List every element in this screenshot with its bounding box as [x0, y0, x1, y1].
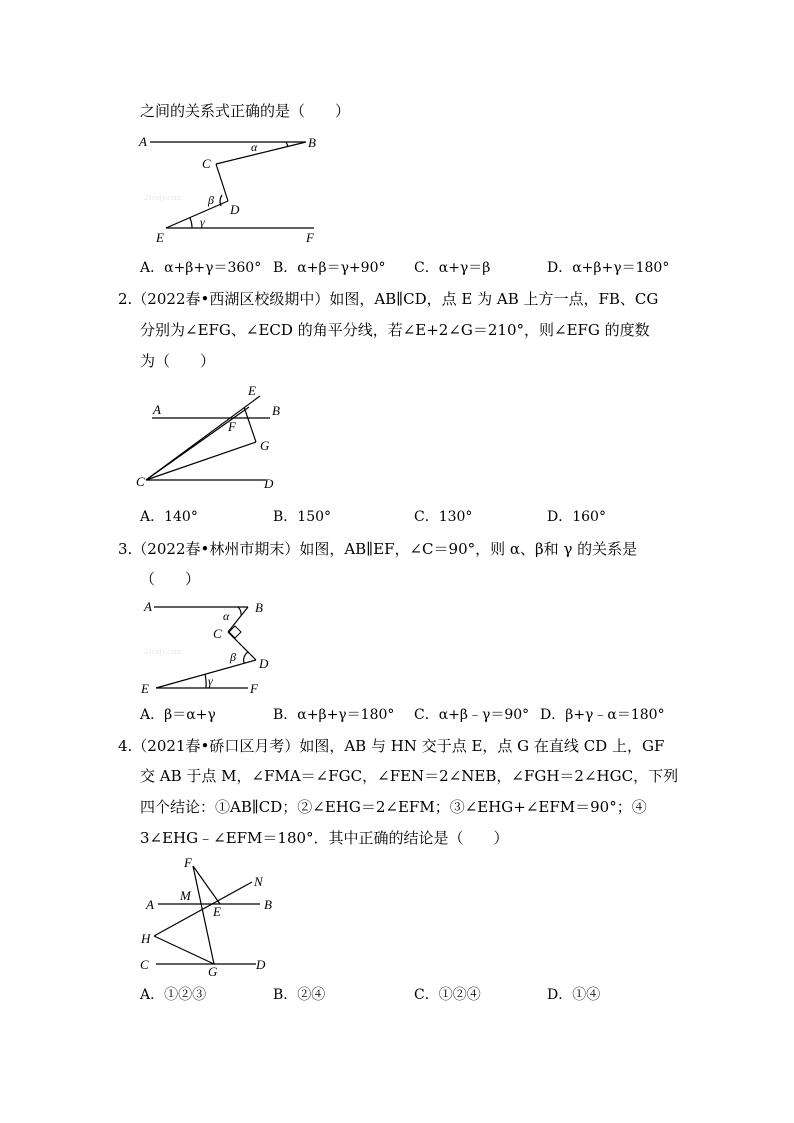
q4-label-b: B [264, 897, 272, 912]
q4-option-d[interactable]: D．①④ [547, 987, 601, 1003]
q2-option-d[interactable]: D．160° [547, 509, 606, 525]
q1-figure [136, 132, 336, 245]
q3-label-d: D [259, 656, 269, 671]
q4-label-a: A [146, 897, 154, 912]
q2-option-b[interactable]: B．150° [273, 509, 332, 525]
q4-label-h: H [141, 931, 151, 946]
q1-label-d: D [230, 202, 240, 217]
q1-label-a: A [139, 134, 147, 149]
q4-label-f: F [184, 855, 192, 870]
q4-stem-line4: 3∠EHG﹣∠EFM＝180°．其中正确的结论是（ ） [140, 829, 509, 847]
q2-label-b: B [272, 403, 280, 418]
q2-label-f: F [228, 419, 236, 434]
q3-stem-line2: （ ） [140, 570, 201, 588]
q3-option-d[interactable]: D．β+γ﹣α＝180° [540, 707, 665, 723]
q3-figure [138, 596, 288, 696]
q3-stem-line1: 3.（2022春•林州市期末）如图，AB∥EF，∠C＝90°，则 α、β和 γ 的关系是 [118, 540, 638, 558]
q2-figure [134, 382, 294, 492]
q2-option-a[interactable]: A．140° [140, 509, 198, 525]
q4-stem-line2: 交 AB 于点 M，∠FMA＝∠FGC，∠FEN＝2∠NEB，∠FGH＝2∠HGC，下列 [140, 767, 679, 785]
q2-label-e: E [248, 383, 256, 398]
q2-stem-line1: 2.（2022春•西湖区校级期中）如图，AB∥CD，点 E 为 AB 上方一点，FB、CG [118, 290, 659, 308]
q3-label-a: A [144, 599, 152, 614]
q2-stem-line2: 分别为∠EFG、∠ECD 的角平分线，若∠E+2∠G＝210°，则∠EFG 的度数 [140, 321, 650, 339]
q4-figure [138, 852, 288, 977]
q1-option-b[interactable]: B．α+β＝γ+90° [273, 260, 386, 276]
q3-label-e: E [141, 681, 149, 696]
q3-watermark: 21cnjy.com [144, 647, 182, 656]
q4-stem-line3: 四个结论：①AB∥CD；②∠EHG＝2∠EFM；③∠EHG+∠EFM＝90°；④ [140, 798, 647, 816]
q3-option-c[interactable]: C．α+β﹣γ＝90° [414, 707, 530, 723]
q1-label-f: F [306, 230, 314, 245]
q3-option-a[interactable]: A．β＝α+γ [140, 707, 216, 723]
q4-option-c[interactable]: C．①②④ [414, 987, 481, 1003]
q2-label-a: A [153, 402, 161, 417]
q4-stem-line1: 4.（2021春•硚口区月考）如图，AB 与 HN 交于点 E，点 G 在直线 CD 上，GF [118, 737, 665, 755]
q4-option-a[interactable]: A．①②③ [140, 987, 207, 1003]
q2-option-c[interactable]: C．130° [414, 509, 473, 525]
q4-label-n: N [254, 874, 263, 889]
q4-label-g: G [208, 964, 218, 979]
q1-label-beta: β [208, 193, 214, 207]
q1-label-b: B [308, 135, 316, 150]
q2-label-g: G [260, 438, 270, 453]
q1-stem-end: 之间的关系式正确的是（ ） [140, 102, 351, 120]
q3-label-gamma: γ [208, 674, 213, 688]
q1-watermark: 21cnjy.com [144, 193, 182, 202]
q1-label-gamma: γ [200, 215, 205, 229]
q1-label-e: E [156, 230, 164, 245]
q4-label-m: M [180, 888, 191, 903]
q4-option-b[interactable]: B．②④ [273, 987, 326, 1003]
q3-label-c: C [213, 626, 222, 641]
q1-option-d[interactable]: D．α+β+γ＝180° [547, 260, 670, 276]
q3-label-alpha: α [223, 609, 230, 623]
q1-option-c[interactable]: C．α+γ＝β [414, 260, 491, 276]
q3-label-b: B [255, 600, 263, 615]
q3-label-beta: β [230, 650, 236, 664]
q3-label-f: F [250, 681, 258, 696]
q3-option-b[interactable]: B．α+β+γ＝180° [273, 707, 395, 723]
q1-option-a[interactable]: A．α+β+γ＝360° [140, 260, 262, 276]
q2-label-d: D [264, 476, 274, 491]
q4-label-c: C [140, 957, 149, 972]
q4-label-d: D [256, 957, 266, 972]
q1-label-c: C [202, 156, 211, 171]
q2-label-c: C [136, 474, 145, 489]
q1-label-alpha: α [251, 140, 258, 154]
q4-label-e: E [213, 904, 221, 919]
q2-stem-line3: 为（ ） [140, 352, 216, 370]
